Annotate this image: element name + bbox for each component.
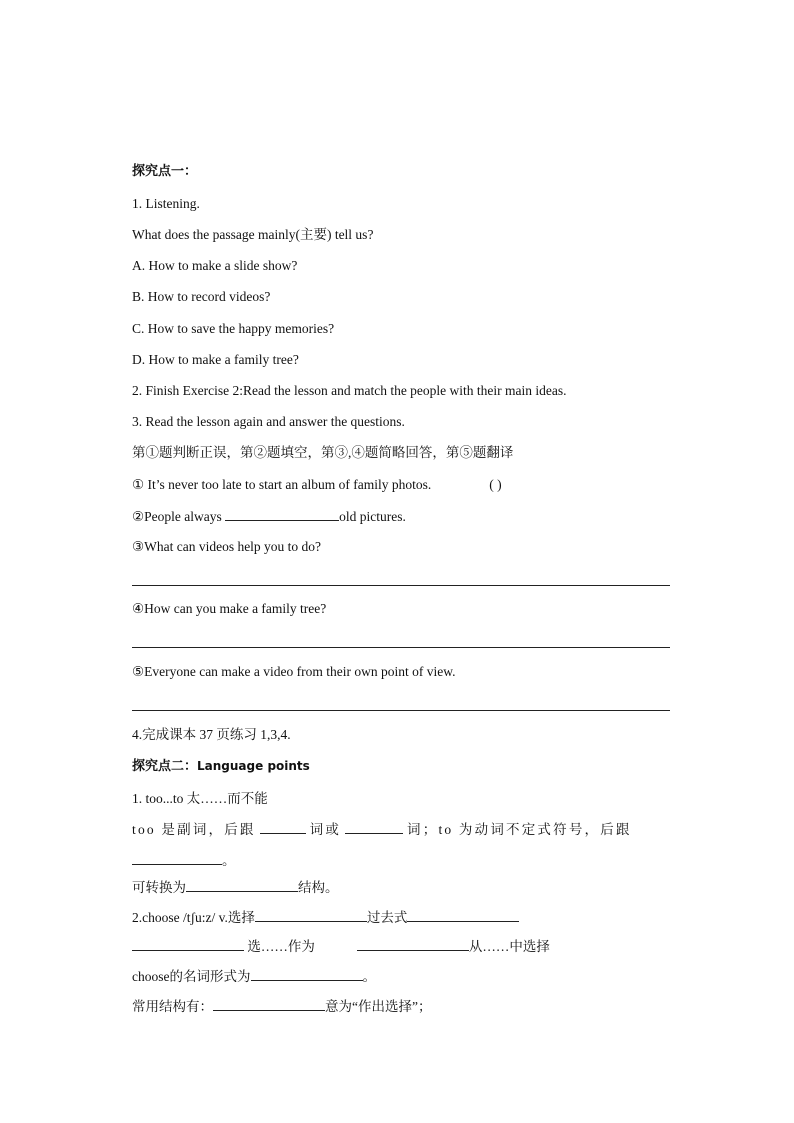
question-3: ③What can videos help you to do? [132,539,322,554]
answer-line-5[interactable] [132,710,670,711]
question-2-blank[interactable] [225,507,339,521]
item-1-line-1 [132,820,632,839]
answer-line-4[interactable] [132,647,670,648]
item-2-line-3 [132,967,376,986]
item-1-line-3-a: 可转换为 [132,880,186,895]
item-2-blank-4[interactable] [357,937,469,951]
question-4: ④How can you make a family tree? [132,601,327,616]
item-2-line-4-b: 意为“作出选择”； [325,999,432,1014]
option-a: A. How to make a slide show? [132,258,298,273]
instructions: 第①题判断正误，第②题填空，第③,④题简略回答，第⑤题翻译 [132,445,514,460]
item-1-text-b: 词或 [309,822,342,837]
section2-heading-cn: 探究点二： [132,759,198,774]
section1-heading: 探究点一： [132,164,198,179]
item-1-text-a: too 是副词，后跟 [132,822,256,837]
item-2-line-1 [132,908,519,927]
section2-heading [132,757,310,776]
item-2-line-3-a: choose的名词形式为 [132,969,251,984]
item-2-line-2 [132,937,550,956]
item-2-line-2-b: 从……中选择 [468,939,550,954]
item-1-blank-4[interactable] [186,878,298,892]
listening-question: What does the passage mainly(主要) tell us? [132,227,374,242]
item-1-line-2 [132,851,236,870]
question-2-suffix: old pictures. [339,509,406,524]
answer-parentheses[interactable]: ( ) [489,477,502,492]
question-1-text: ① It’s never too late to start an album of family photos. [132,477,432,492]
item-2-blank-5[interactable] [251,967,363,981]
item-2-line-2-a: 选……作为 [244,939,315,954]
item-1-title: 1. too...to 太……而不能 [132,791,268,806]
item-2-blank-3[interactable] [132,937,244,951]
answer-line-3[interactable] [132,585,670,586]
option-b: B. How to record videos? [132,289,271,304]
question-2 [132,507,406,526]
item-1-blank-3[interactable] [132,851,222,865]
task-4: 4.完成课本 37 页练习 1,3,4. [132,727,291,742]
item-1-line-3 [132,878,339,897]
item-1-line-3-b: 结构。 [298,880,339,895]
task-3: 3. Read the lesson again and answer the questions. [132,414,405,429]
listening-label: 1. Listening. [132,196,200,211]
item-2-blank-1[interactable] [255,908,367,922]
question-5: ⑤Everyone can make a video from their own point of view. [132,664,456,679]
item-1-blank-2[interactable] [345,820,403,834]
item-2-line-3-b: 。 [362,969,376,984]
item-2-line-4-a: 常用结构有： [132,999,213,1014]
item-1-text-c: 词；to 为动词不定式符号，后跟 [407,822,632,837]
item-1-line-2-end: 。 [222,853,236,868]
option-c: C. How to save the happy memories? [132,321,335,336]
item-2-text-a: 2.choose /tʃu:z/ v.选择 [132,910,255,925]
item-2-line-4 [132,997,431,1016]
task-2: 2. Finish Exercise 2:Read the lesson and match the people with their main ideas. [132,383,567,398]
item-2-blank-2[interactable] [407,908,519,922]
item-1-blank-1[interactable] [260,820,306,834]
question-2-prefix: ②People always [132,509,226,524]
item-2-blank-6[interactable] [213,997,325,1011]
question-1 [132,476,502,494]
item-2-text-b: 过去式 [366,910,408,925]
section2-heading-en: Language points [197,759,310,773]
option-d: D. How to make a family tree? [132,352,299,367]
